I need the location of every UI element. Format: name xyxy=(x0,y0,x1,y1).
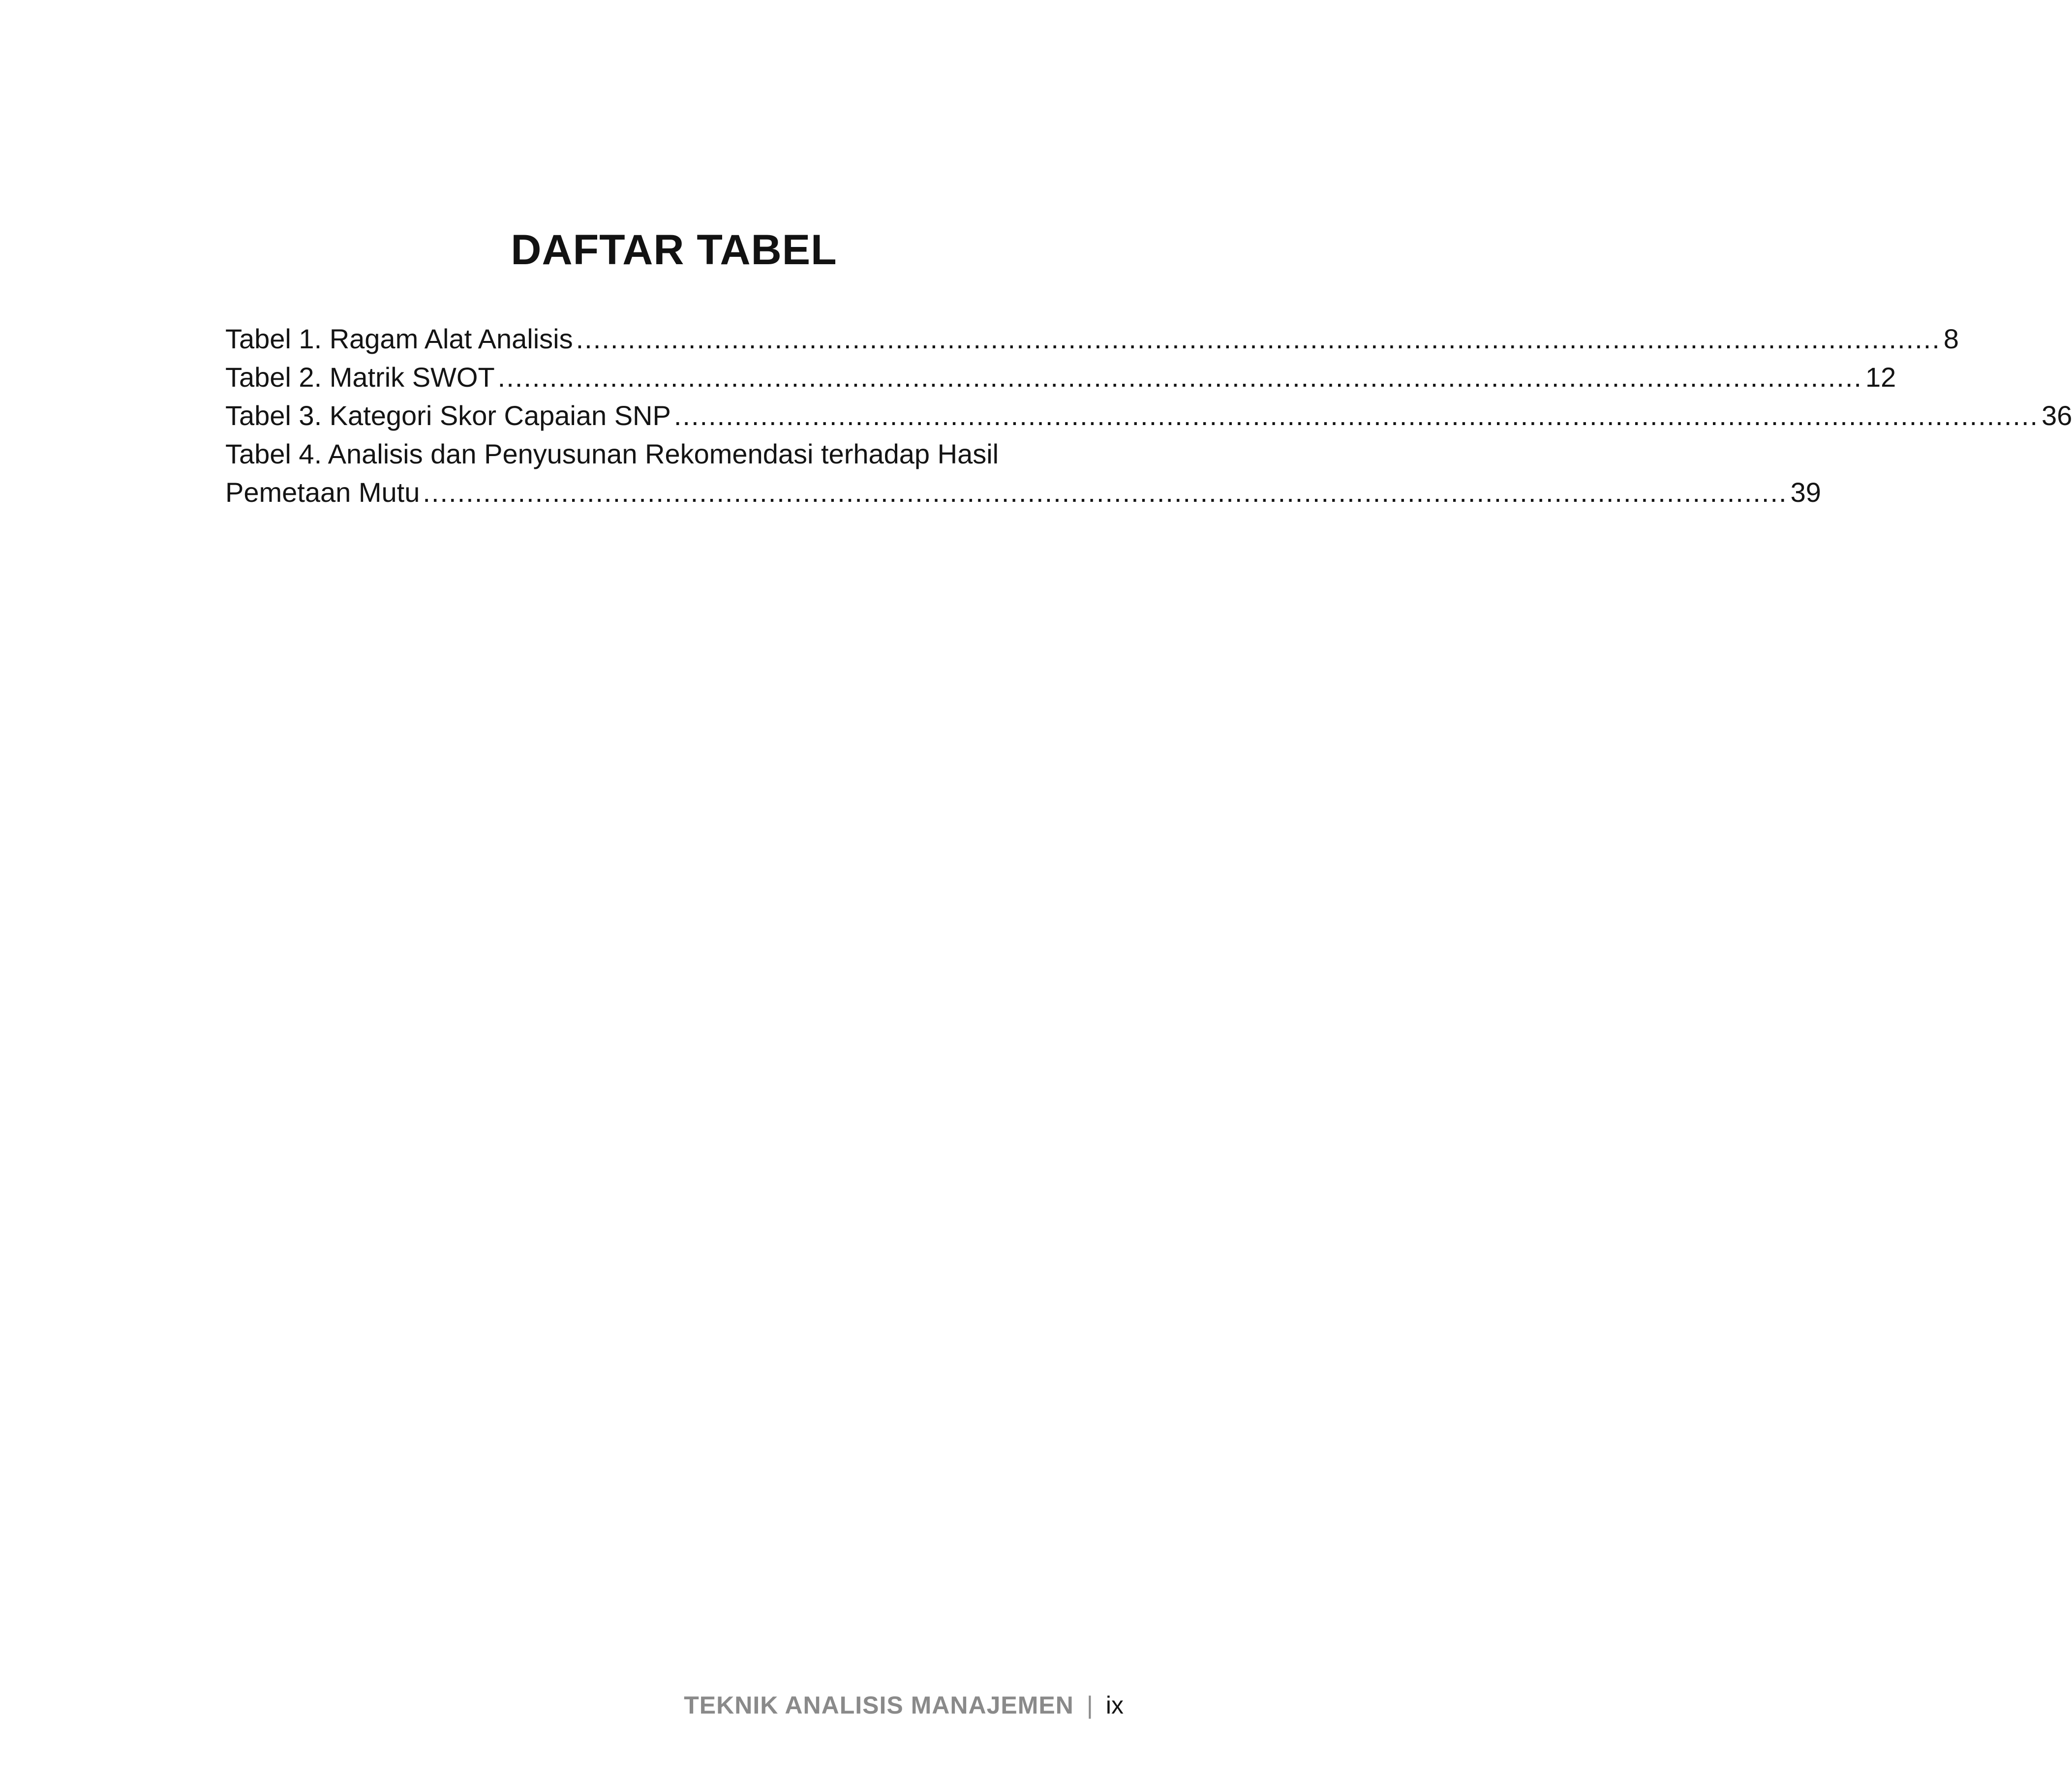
page-title: DAFTAR TABEL xyxy=(511,226,837,274)
toc-entry-page: 36 xyxy=(2042,400,2072,431)
dot-leader: .............................................................................................................................................................. xyxy=(497,362,1862,393)
page-footer xyxy=(684,1690,1124,1720)
toc-entry-title: Tabel 1. Ragam Alat Analisis xyxy=(225,323,573,354)
dot-leader: .............................................................................................................................................................. xyxy=(673,400,2039,431)
toc-entry-title-line2: Pemetaan Mutu xyxy=(225,477,420,508)
toc-entry-title-line1: Tabel 4. Analisis dan Penyusunan Rekomendasi terhadap Hasil xyxy=(225,438,999,469)
footer-page-number: ix xyxy=(1105,1691,1124,1719)
dot-leader: .............................................................................................................................................................. xyxy=(423,477,1788,508)
toc-entry-tabel-2[interactable] xyxy=(225,358,1896,397)
footer-book-title: TEKNIK ANALISIS MANAJEMEN xyxy=(684,1691,1074,1719)
toc-entry-title: Tabel 2. Matrik SWOT xyxy=(225,362,495,393)
toc-entry-title: Tabel 3. Kategori Skor Capaian SNP xyxy=(225,400,671,431)
toc-entry-tabel-1[interactable] xyxy=(225,320,1959,358)
toc-entry-page: 8 xyxy=(1943,323,1959,354)
footer-separator: | xyxy=(1086,1691,1093,1719)
toc-entry-page: 12 xyxy=(1865,362,1896,393)
toc-entry-page: 39 xyxy=(1790,477,1821,508)
dot-leader: .............................................................................................................................................................. xyxy=(576,323,1941,354)
toc-entry-tabel-3[interactable] xyxy=(225,397,2072,435)
table-of-tables xyxy=(225,320,2072,512)
toc-entry-tabel-4[interactable] xyxy=(225,435,1821,512)
